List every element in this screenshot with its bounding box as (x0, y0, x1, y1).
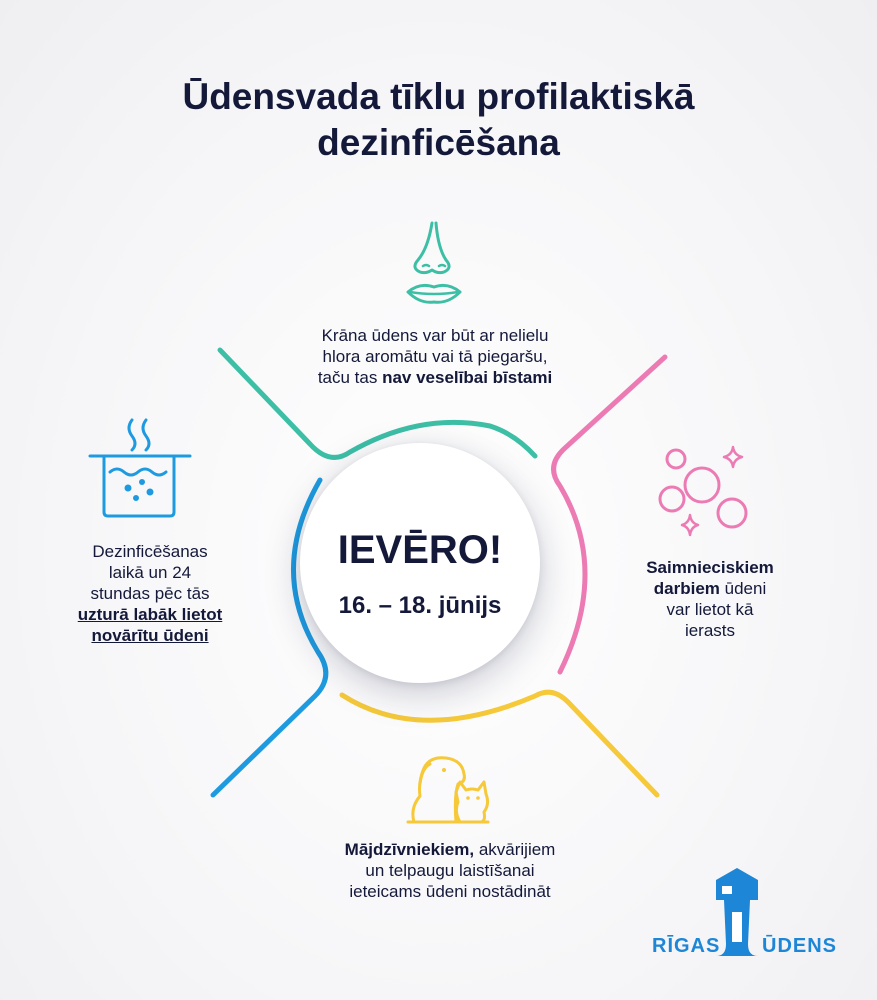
headline: IEVĒRO! (337, 528, 503, 572)
bubbles-icon (654, 443, 750, 539)
bottom-note-line-1-bold: Mājdzīvniekiem, (344, 840, 475, 859)
title-line-2: dezinficēšana (317, 122, 560, 163)
bottom-note-line-2: un telpaugu laistīšanai (365, 861, 535, 880)
top-note-line-3-bold: nav veselībai bīstami (382, 368, 553, 387)
left-note-line-1: Dezinficēšanas (92, 542, 208, 561)
boiling-pot-icon (86, 416, 194, 520)
left-note-line-2: laikā un 24 (108, 563, 192, 582)
top-note-line-1: Krāna ūdens var būt ar nelielu (321, 326, 549, 345)
right-note-line-2-plain: ūdeni (719, 579, 767, 598)
water-tower-icon (714, 866, 760, 958)
left-note-line-3: stundas pēc tās (90, 584, 210, 603)
right-note-line-3: var lietot kā (666, 600, 754, 619)
title-line-1: Ūdensvada tīklu profilaktiskā (182, 76, 695, 117)
right-note-line-2-bold: darbiem (653, 579, 720, 598)
nose-lips-icon (398, 220, 470, 306)
left-note-line-5: novārītu ūdeni (91, 626, 209, 645)
top-note-line-3 (250, 367, 620, 388)
top-note-line-2: hlora aromātu vai tā piegaršu, (322, 347, 548, 366)
logo-text-right: ŪDENS (762, 935, 838, 957)
bottom-note (290, 839, 610, 902)
right-note-line-4: ierasts (684, 621, 736, 640)
top-note-line-3-plain: taču tas (317, 368, 383, 387)
right-note (605, 557, 815, 641)
bottom-note-line-1-plain: akvārijiem (474, 840, 556, 859)
right-note-line-1: Saimnieciskiem (646, 558, 774, 577)
logo-text-left: RĪGAS (652, 935, 721, 957)
left-note-line-4: uzturā labāk lietot (77, 605, 223, 624)
bottom-note-line-3: ieteicams ūdeni nostādināt (349, 882, 551, 901)
dog-cat-icon (404, 752, 490, 826)
yellow-arc (342, 692, 657, 795)
dates: 16. – 18. jūnijs (338, 592, 502, 619)
left-note (40, 541, 260, 646)
top-note (250, 325, 620, 388)
